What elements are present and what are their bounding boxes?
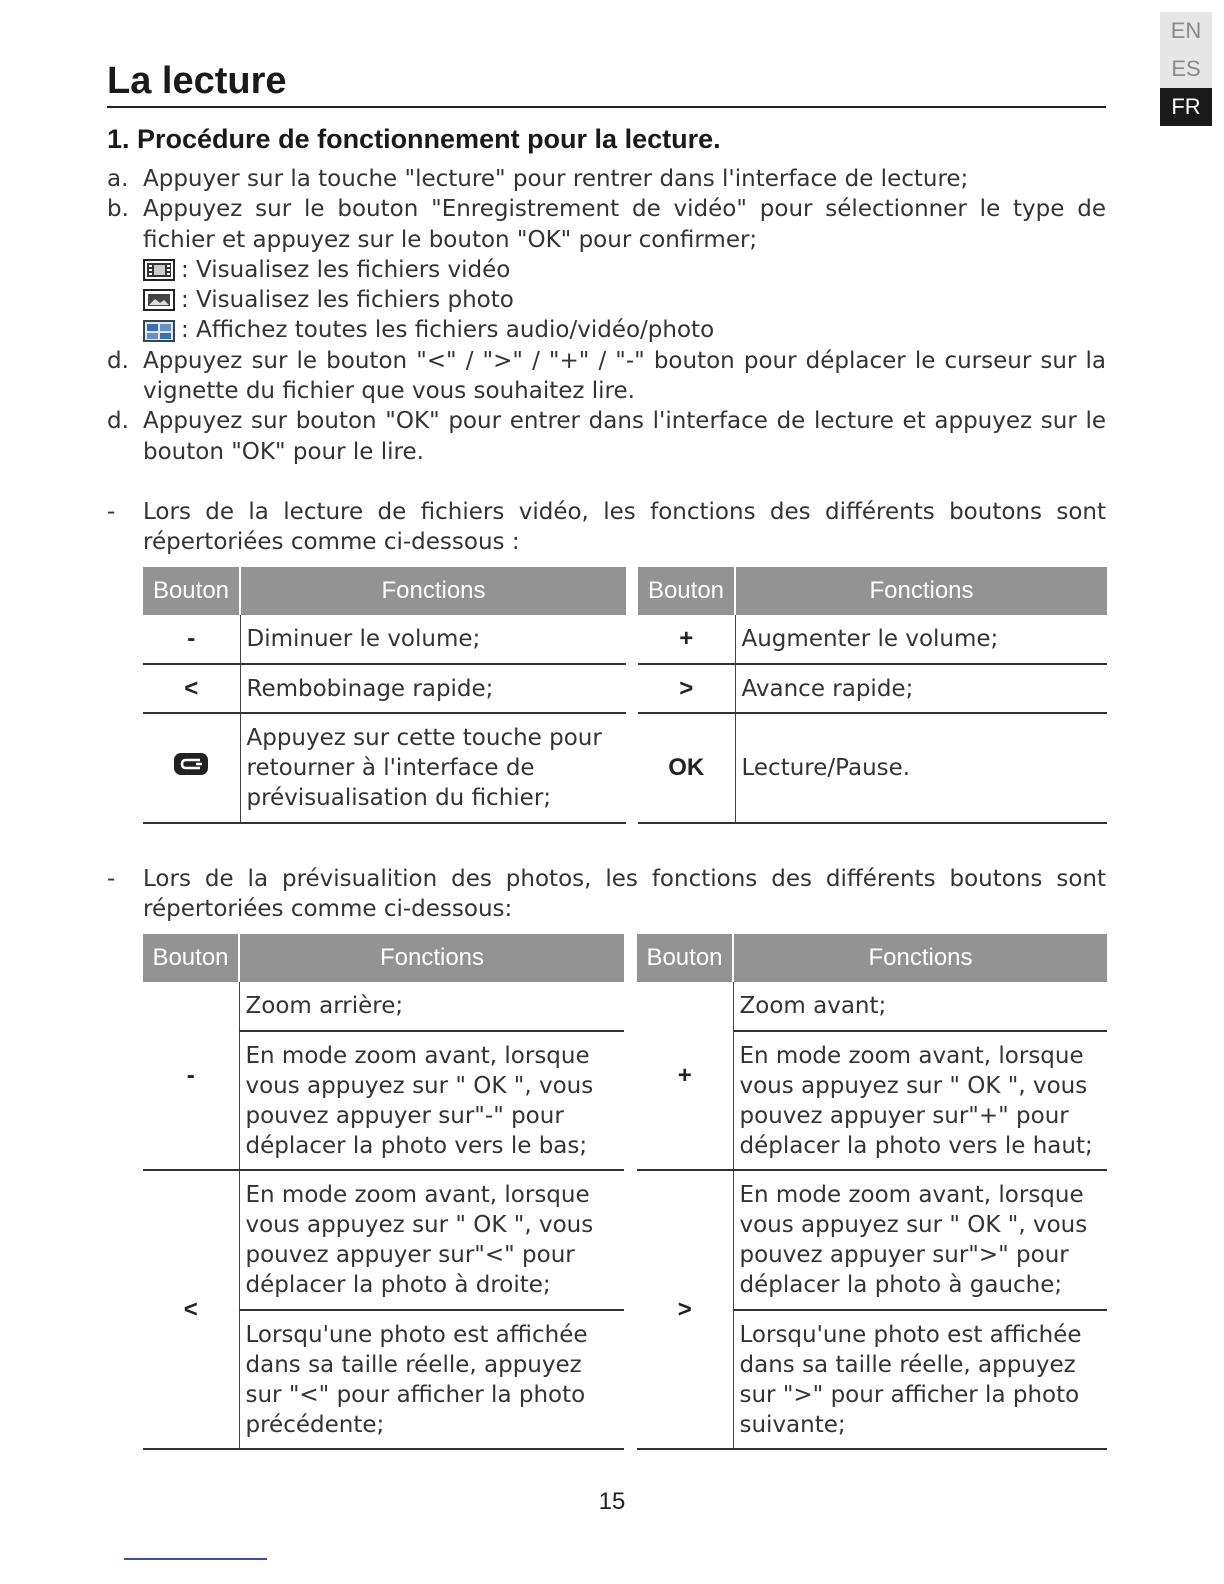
table-header-row <box>143 567 626 615</box>
table-row <box>638 713 1107 823</box>
function-cell: Lorsqu'une photo est affichée dans sa taille réelle, appuyez sur ">" pour afficher la photo suivante; <box>733 1310 1107 1449</box>
page-title: La lecture <box>107 60 287 102</box>
button-cell: OK <box>638 713 735 823</box>
button-cell: + <box>638 615 735 664</box>
step-d-play <box>107 406 1106 467</box>
step-marker: a. <box>107 166 129 192</box>
table-header-row <box>143 934 624 982</box>
function-cell: Zoom arrière; <box>239 982 624 1031</box>
table-row <box>143 713 626 823</box>
function-cell: Appuyez sur cette touche pour retourner à l'interface de prévisualisation du fichier; <box>240 713 626 823</box>
step-marker: d. <box>107 408 129 435</box>
table-header-row <box>638 567 1107 615</box>
function-cell: Lorsqu'une photo est affichée dans sa taille réelle, appuyez sur "<" pour afficher la photo précédente; <box>239 1310 624 1449</box>
button-cell: - <box>143 982 239 1170</box>
icon-line-text: : Visualisez les fichiers vidéo <box>181 256 511 283</box>
table-row <box>637 982 1107 1031</box>
bullet-marker: - <box>107 499 116 525</box>
step-d-navigate <box>107 346 1106 407</box>
button-cell <box>143 713 240 823</box>
header-functions: Fonctions <box>735 567 1107 615</box>
footer-line <box>124 1558 267 1560</box>
language-tabs <box>1160 12 1212 126</box>
function-cell: En mode zoom avant, lorsque vous appuyez sur " OK ", vous pouvez appuyer sur"<" pour déplacer la photo à droite; <box>239 1170 624 1310</box>
lang-tab-fr[interactable]: FR <box>1160 88 1212 126</box>
film-icon <box>143 259 175 281</box>
icon-line-photo <box>107 285 1106 315</box>
button-cell: - <box>143 615 240 664</box>
table-row <box>143 664 626 713</box>
function-cell: Diminuer le volume; <box>240 615 626 664</box>
function-cell: Augmenter le volume; <box>735 615 1107 664</box>
function-cell: En mode zoom avant, lorsque vous appuyez sur " OK ", vous pouvez appuyer sur">" pour déplacer la photo à gauche; <box>733 1170 1107 1310</box>
step-a <box>107 164 1106 194</box>
photo-intro-text: Lors de la prévisualition des photos, les fonctions des différents boutons sont répertoriées comme ci-dessous: <box>143 866 1106 923</box>
header-button: Bouton <box>638 567 735 615</box>
function-cell: Lecture/Pause. <box>735 713 1107 823</box>
steps-list <box>107 164 1106 467</box>
header-functions: Fonctions <box>240 567 626 615</box>
return-icon <box>173 752 209 776</box>
step-text: Appuyez sur bouton "OK" pour entrer dans l'interface de lecture et appuyez sur le bouton "OK" pour le lire. <box>143 408 1106 465</box>
step-b <box>107 194 1106 255</box>
button-cell: > <box>637 1170 733 1449</box>
lang-tab-es[interactable]: ES <box>1160 50 1212 88</box>
button-cell: + <box>637 982 733 1170</box>
photo-intro <box>107 864 1106 925</box>
table-row <box>143 1170 624 1310</box>
table-row <box>143 615 626 664</box>
function-cell: Avance rapide; <box>735 664 1107 713</box>
header-button: Bouton <box>143 934 239 982</box>
function-cell: Zoom avant; <box>733 982 1107 1031</box>
table-row <box>143 982 624 1031</box>
function-cell: En mode zoom avant, lorsque vous appuyez sur " OK ", vous pouvez appuyer sur"-" pour déplacer la photo vers le bas; <box>239 1031 624 1170</box>
step-text: Appuyer sur la touche "lecture" pour rentrer dans l'interface de lecture; <box>143 166 969 192</box>
icon-line-text: : Affichez toutes les fichiers audio/vidéo/photo <box>181 317 715 344</box>
lang-tab-en[interactable]: EN <box>1160 12 1212 50</box>
video-intro <box>107 497 1106 558</box>
table-header-row <box>637 934 1107 982</box>
header-button: Bouton <box>637 934 733 982</box>
function-cell: Rembobinage rapide; <box>240 664 626 713</box>
icon-line-text: : Visualisez les fichiers photo <box>181 287 514 314</box>
table-row <box>638 664 1107 713</box>
function-cell: En mode zoom avant, lorsque vous appuyez sur " OK ", vous pouvez appuyer sur"+" pour déplacer la photo vers le haut; <box>733 1031 1107 1170</box>
button-cell: < <box>143 1170 239 1449</box>
step-marker: d. <box>107 347 129 374</box>
button-cell: > <box>638 664 735 713</box>
header-functions: Fonctions <box>733 934 1107 982</box>
step-marker: b. <box>107 196 129 223</box>
header-functions: Fonctions <box>239 934 624 982</box>
title-divider <box>107 106 1106 108</box>
video-intro-text: Lors de la lecture de fichiers vidéo, les fonctions des différents boutons sont répertoriées comme ci-dessous : <box>143 499 1106 556</box>
photo-buttons-table-right <box>637 934 1107 1450</box>
table-row <box>637 1170 1107 1310</box>
bullet-marker: - <box>107 866 116 892</box>
header-button: Bouton <box>143 567 240 615</box>
page-number: 15 <box>598 1488 626 1515</box>
photo-icon <box>143 289 175 311</box>
icon-line-video <box>107 255 1106 285</box>
step-text: Appuyez sur le bouton "Enregistrement de vidéo" pour sélectionner le type de fichier et appuyez sur le bouton "OK" pour confirmer; <box>143 196 1106 253</box>
video-buttons-table-right <box>638 567 1107 824</box>
photo-buttons-table-left <box>143 934 624 1450</box>
step-text: Appuyez sur le bouton "<" / ">" / "+" / "-" bouton pour déplacer le curseur sur la vignette du fichier que vous souhaitez lire. <box>143 347 1106 405</box>
button-cell: < <box>143 664 240 713</box>
video-buttons-table-left <box>143 567 626 824</box>
section-title: 1. Procédure de fonctionnement pour la lecture. <box>107 124 721 154</box>
table-row <box>638 615 1107 664</box>
icon-line-all <box>107 315 1106 345</box>
all-files-icon <box>143 320 175 342</box>
